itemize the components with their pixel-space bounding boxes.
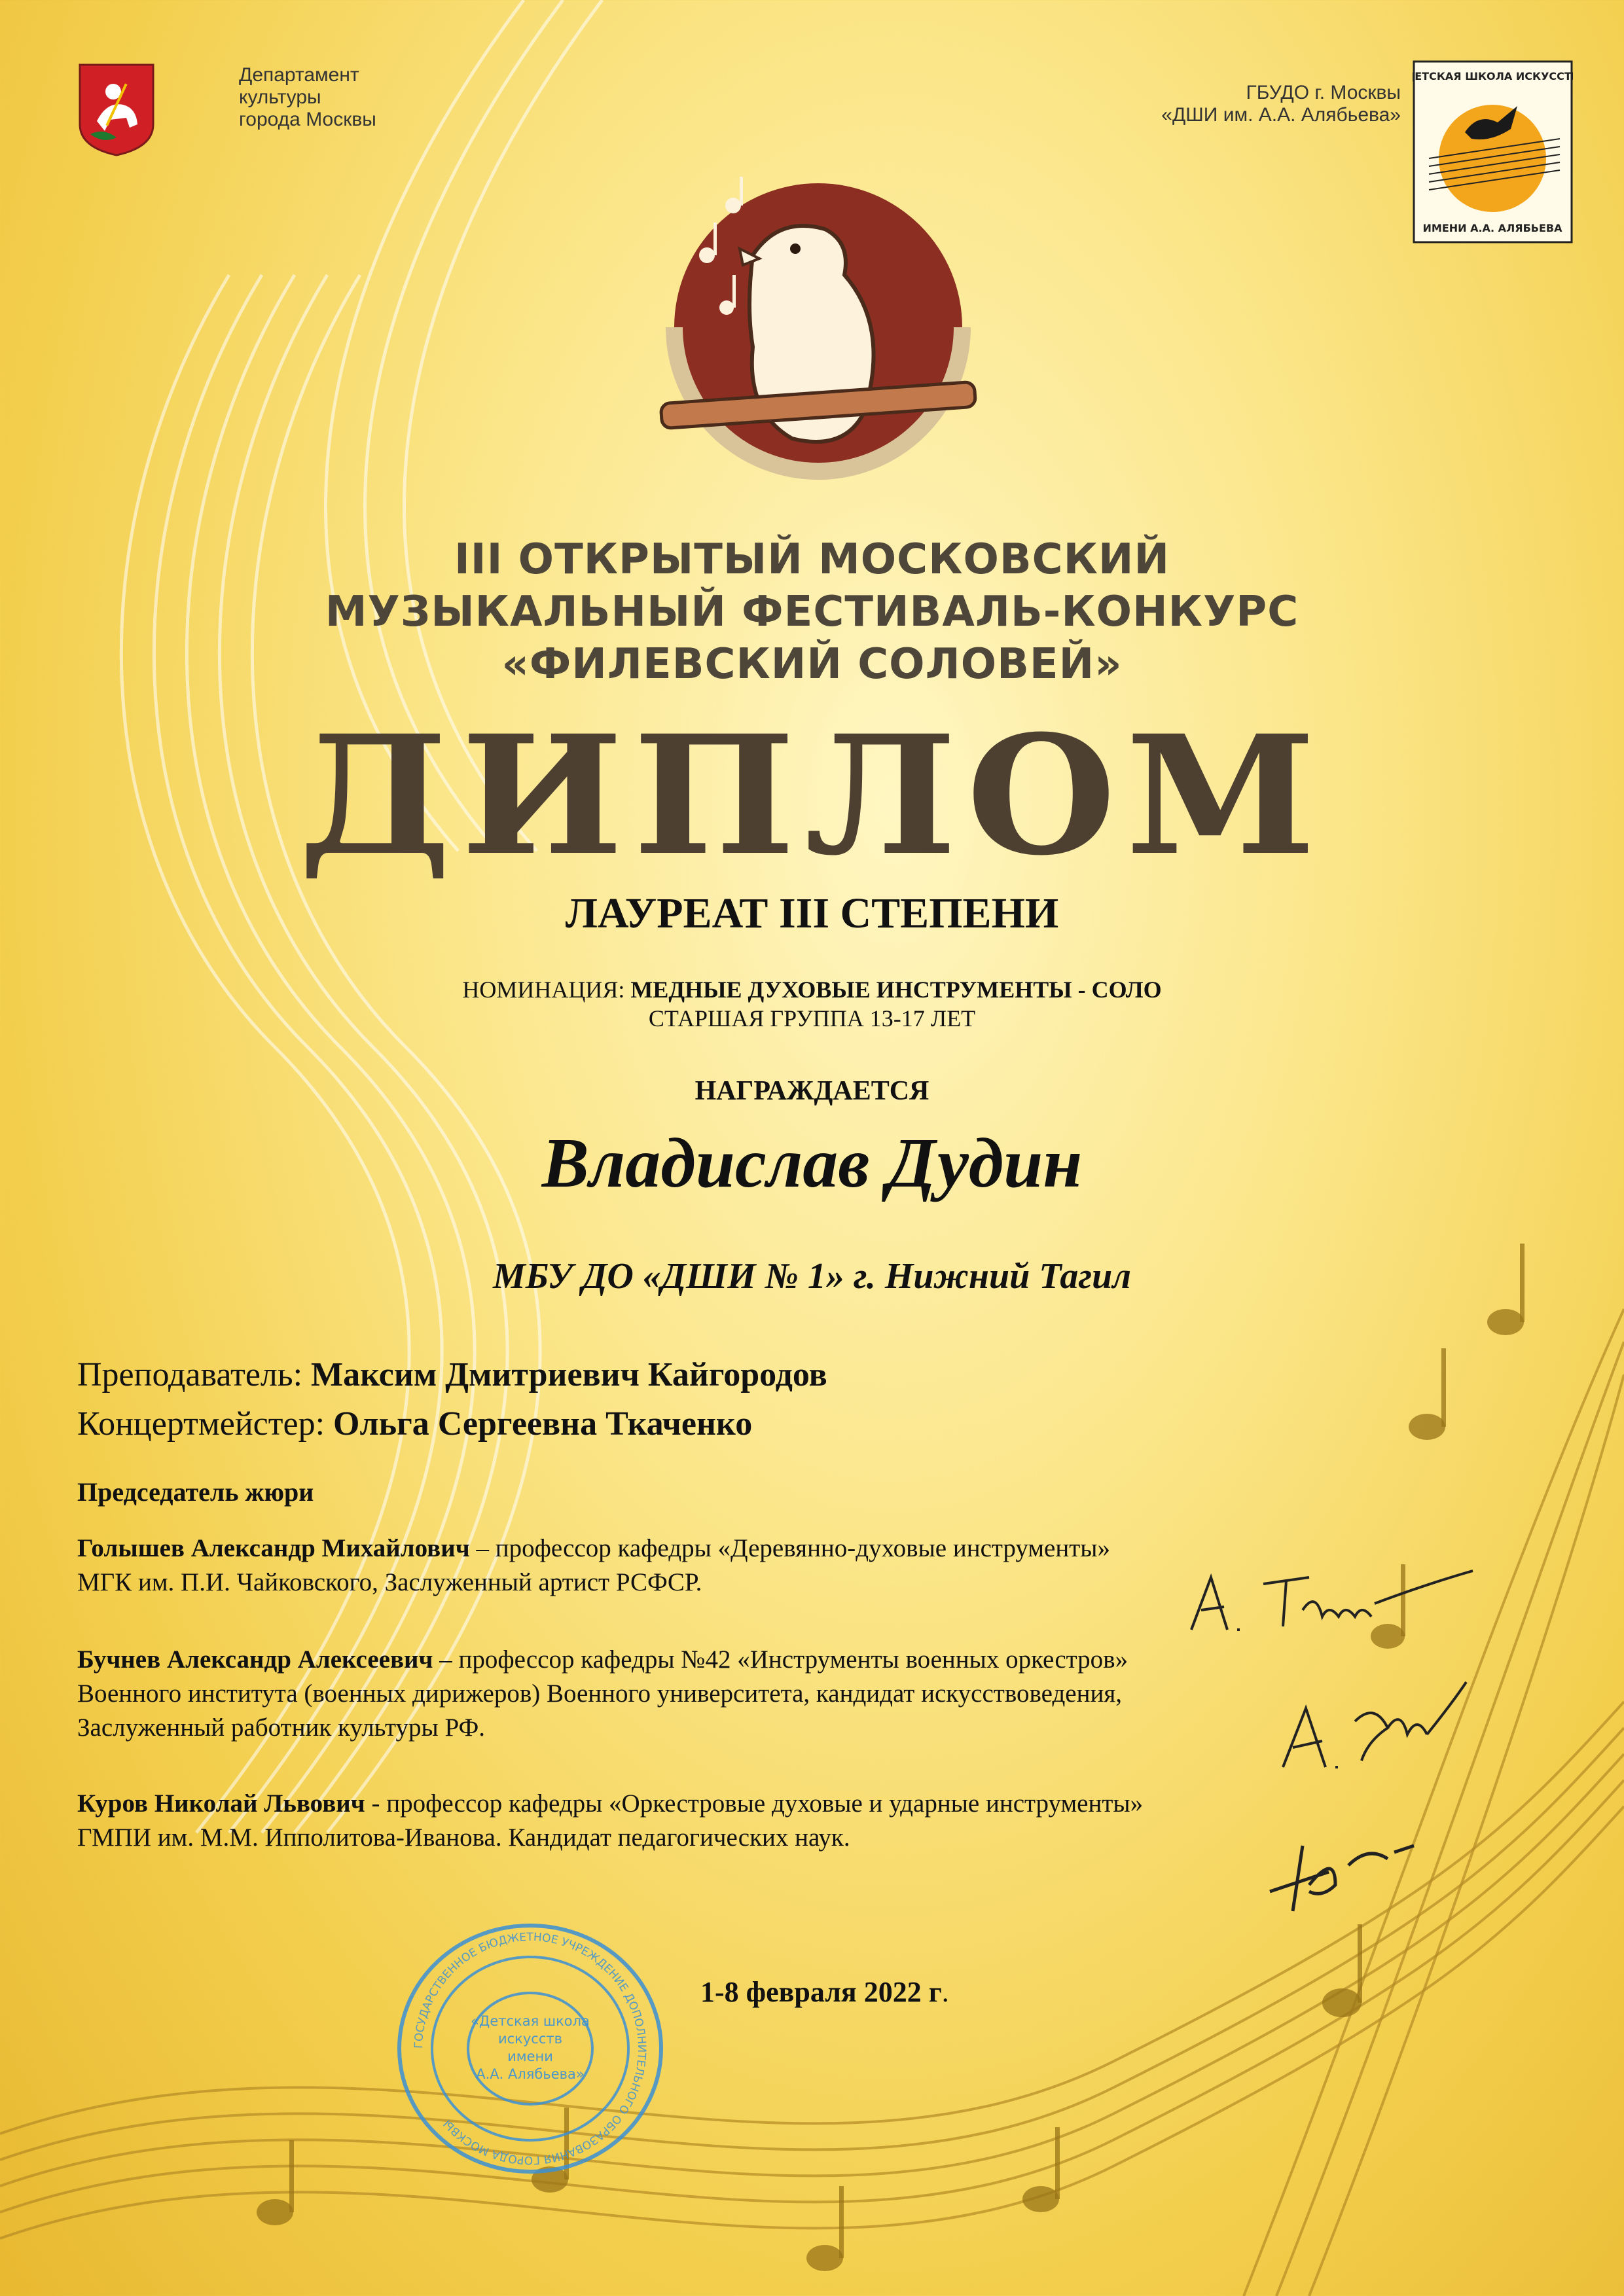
teacher-label: Преподаватель: (77, 1356, 312, 1393)
nomination (0, 977, 1624, 1003)
department-name (239, 64, 376, 131)
school-line: ГБУДО г. Москвы (1246, 82, 1401, 103)
department-line: культуры (239, 86, 321, 108)
stamp-line: А.А. Алябьева» (476, 2066, 585, 2082)
teacher (77, 1355, 827, 1395)
stamp-ring-text: ГОСУДАРСТВЕННОЕ БЮДЖЕТНОЕ УЧРЕЖДЕНИЕ ДОПОЛНИТЕЛЬНОГО ОБРАЗОВАНИЯ ГОРОДА МОСКВЫ (412, 1930, 649, 2167)
stamp-line: искусств (497, 2031, 563, 2047)
jury-heading: Председатель жюри (77, 1477, 314, 1507)
stamp-line: имени (507, 2049, 553, 2064)
moscow-coat-of-arms (77, 62, 156, 157)
jury-member-title: - профессор кафедры «Оркестровые духовые и ударные инструменты» (365, 1789, 1144, 1818)
jury-member-details: Заслуженный работник культуры РФ. (77, 1713, 486, 1742)
accompanist-label: Концертмейстер: (77, 1405, 334, 1443)
department-line: города Москвы (239, 109, 376, 130)
accompanist (77, 1404, 752, 1444)
logo-bottom-text: ИМЕНИ А.А. АЛЯБЬЕВА (1422, 222, 1562, 234)
jury-member-details: ГМПИ им. М.М. Ипполитова-Иванова. Кандидат педагогических наук. (77, 1823, 850, 1852)
stamp-line: «Детская школа (471, 2013, 590, 2029)
jury-member-name: Бучнев Александр Алексеевич (77, 1645, 433, 1674)
school-name (1060, 82, 1401, 126)
jury-member-title: – профессор кафедры «Деревянно-духовые инструменты» (469, 1534, 1110, 1562)
recipient-institution: МБУ ДО «ДШИ № 1» г. Нижний Тагил (493, 1256, 1131, 1297)
jury-member-title: – профессор кафедры №42 «Инструменты военных оркестров» (433, 1645, 1128, 1674)
logo-top-text: ДЕТСКАЯ ШКОЛА ИСКУССТВ (1413, 70, 1573, 82)
jury-member-name: Голышев Александр Михайлович (77, 1534, 470, 1562)
jury-member-name: Куров Николай Львович (77, 1789, 365, 1818)
festival-title-line: МУЗЫКАЛЬНЫЙ ФЕСТИВАЛЬ-КОНКУРС (325, 588, 1299, 636)
official-stamp (393, 1918, 668, 2179)
school-logo (1413, 60, 1573, 243)
school-line: «ДШИ им. А.А. Алябьева» (1161, 104, 1401, 126)
jury-member-details: Военного института (военных дирижеров) Военного университета, кандидат искусствоведения, (77, 1679, 1123, 1708)
teacher-name: Максим Дмитриевич Кайгородов (311, 1356, 827, 1393)
accompanist-name: Ольга Сергеевна Ткаченко (333, 1405, 753, 1443)
date-dot: . (941, 1976, 949, 2008)
signature-buchnev (1270, 1676, 1479, 1780)
jury-member (77, 1787, 1386, 1855)
jury-member-details: МГК им. П.И. Чайковского, Заслуженный артист РСФСР. (77, 1568, 702, 1596)
nightingale-clarinet-icon (628, 177, 1021, 517)
date-value: 1-8 февраля 2022 г (700, 1976, 942, 2008)
event-date (700, 1975, 949, 2009)
awarded-label: НАГРАЖДАЕТСЯ (695, 1076, 929, 1106)
department-line: Департамент (239, 64, 359, 86)
coat-of-arms-icon (77, 62, 156, 157)
age-group: СТАРШАЯ ГРУППА 13-17 ЛЕТ (648, 1005, 976, 1031)
diploma-heading: ДИПЛОМ (298, 699, 1326, 891)
nomination-label: НОМИНАЦИЯ: (462, 977, 631, 1003)
festival-title-line: III ОТКРЫТЫЙ МОСКОВСКИЙ (454, 535, 1170, 584)
recipient-name: Владислав Дудин (541, 1124, 1083, 1202)
school-logo-icon (1413, 60, 1573, 243)
festival-emblem (628, 177, 1021, 517)
nomination-value: МЕДНЫЕ ДУХОВЫЕ ИНСТРУМЕНТЫ - СОЛО (630, 977, 1162, 1003)
stamp-icon (393, 1918, 668, 2179)
signature-golyshev (1178, 1558, 1479, 1643)
festival-title (0, 533, 1624, 691)
signature-kurov (1257, 1826, 1427, 1924)
jury-member (77, 1643, 1386, 1745)
laureate-degree: ЛАУРЕАТ III СТЕПЕНИ (565, 889, 1059, 937)
festival-title-line: «ФИЛЕВСКИЙ СОЛОВЕЙ» (501, 640, 1123, 689)
